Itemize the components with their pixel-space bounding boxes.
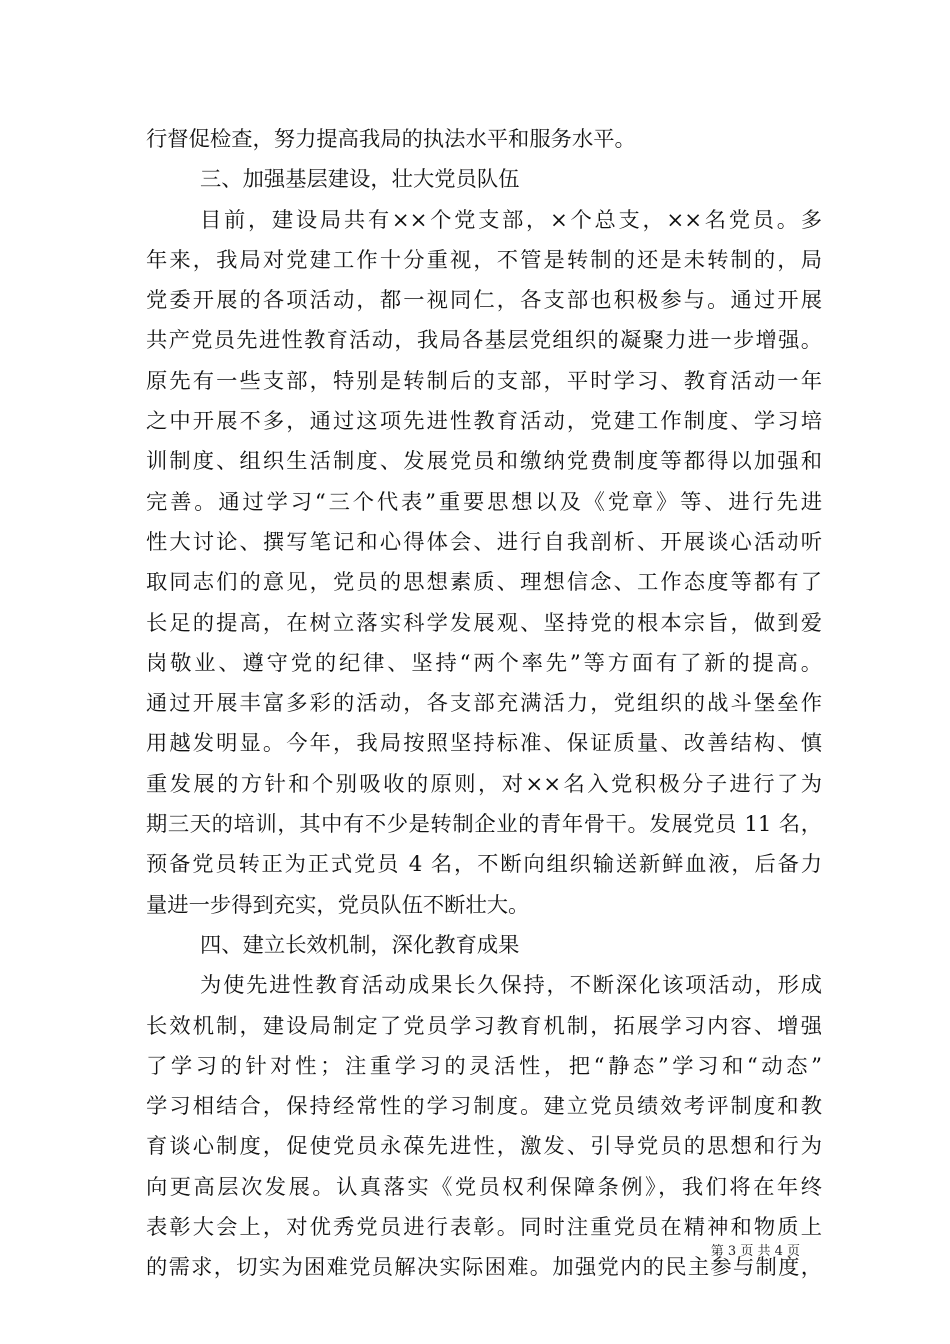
text-line: 学习相结合，保持经常性的学习制度。建立党员绩效考评制度和教 — [146, 1094, 822, 1120]
text-line: 完善。通过学习“三个代表”重要思想以及《党章》等、进行先进 — [146, 489, 822, 515]
document-body — [146, 120, 822, 1289]
text-line: 年来，我局对党建工作十分重视，不管是转制的还是未转制的，局 — [146, 247, 822, 273]
text-line: 表彰大会上，对优秀党员进行表彰。同时注重党员在精神和物质上 — [146, 1215, 822, 1241]
text-line: 取同志们的意见，党员的思想素质、理想信念、工作态度等都有了 — [146, 570, 822, 596]
text-line: 通过开展丰富多彩的活动，各支部充满活力，党组织的战斗堡垒作 — [146, 691, 822, 717]
text-line: 训制度、组织生活制度、发展党员和缴纳党费制度等都得以加强和 — [146, 449, 822, 475]
text-line: 育谈心制度，促使党员永葆先进性，激发、引导党员的思想和行为 — [146, 1134, 822, 1160]
text-line: 向更高层次发展。认真落实《党员权利保障条例》，我们将在年终 — [146, 1174, 822, 1200]
paragraph-first-line: 目前，建设局共有××个党支部，×个总支，××名党员。多 — [200, 207, 822, 233]
text-line: 用越发明显。今年，我局按照坚持标准、保证质量、改善结构、慎 — [146, 731, 822, 757]
text-line: 党委开展的各项活动，都一视同仁，各支部也积极参与。通过开展 — [146, 288, 822, 314]
text-line: 之中开展不多，通过这项先进性教育活动，党建工作制度、学习培 — [146, 409, 822, 435]
text-line: 性大讨论、撰写笔记和心得体会、进行自我剖析、开展谈心活动听 — [146, 529, 822, 555]
paragraph-first-line: 为使先进性教育活动成果长久保持，不断深化该项活动，形成 — [200, 973, 822, 999]
page-number-footer: 第 3 页 共 4 页 — [710, 1244, 800, 1259]
text-line: 重发展的方针和个别吸收的原则，对××名入党积极分子进行了为 — [146, 771, 822, 797]
text-line: 期三天的培训，其中有不少是转制企业的青年骨干。发展党员 11 名， — [146, 812, 822, 838]
text-line: 了学习的针对性；注重学习的灵活性，把“静态”学习和“动态” — [146, 1053, 822, 1079]
text-line: 行督促检查，努力提高我局的执法水平和服务水平。 — [146, 127, 636, 152]
text-line: 长效机制，建设局制定了党员学习教育机制，拓展学习内容、增强 — [146, 1013, 822, 1039]
text-line: 岗敬业、遵守党的纪律、坚持“两个率先”等方面有了新的提高。 — [146, 650, 822, 676]
section-heading-4: 四、建立长效机制，深化教育成果 — [200, 932, 520, 958]
text-line: 的需求，切实为困难党员解决实际困难。加强党内的民主参与制度， — [146, 1255, 822, 1281]
text-line: 共产党员先进性教育活动，我局各基层党组织的凝聚力进一步增强。 — [146, 328, 822, 354]
text-line: 量进一步得到充实，党员队伍不断壮大。 — [146, 892, 530, 918]
text-line: 原先有一些支部，特别是转制后的支部，平时学习、教育活动一年 — [146, 368, 822, 394]
text-line: 预备党员转正为正式党员 4 名，不断向组织输送新鲜血液，后备力 — [146, 852, 822, 878]
section-heading-3: 三、加强基层建设，壮大党员队伍 — [200, 167, 520, 193]
text-line: 长足的提高，在树立落实科学发展观、坚持党的根本宗旨，做到爱 — [146, 610, 822, 636]
